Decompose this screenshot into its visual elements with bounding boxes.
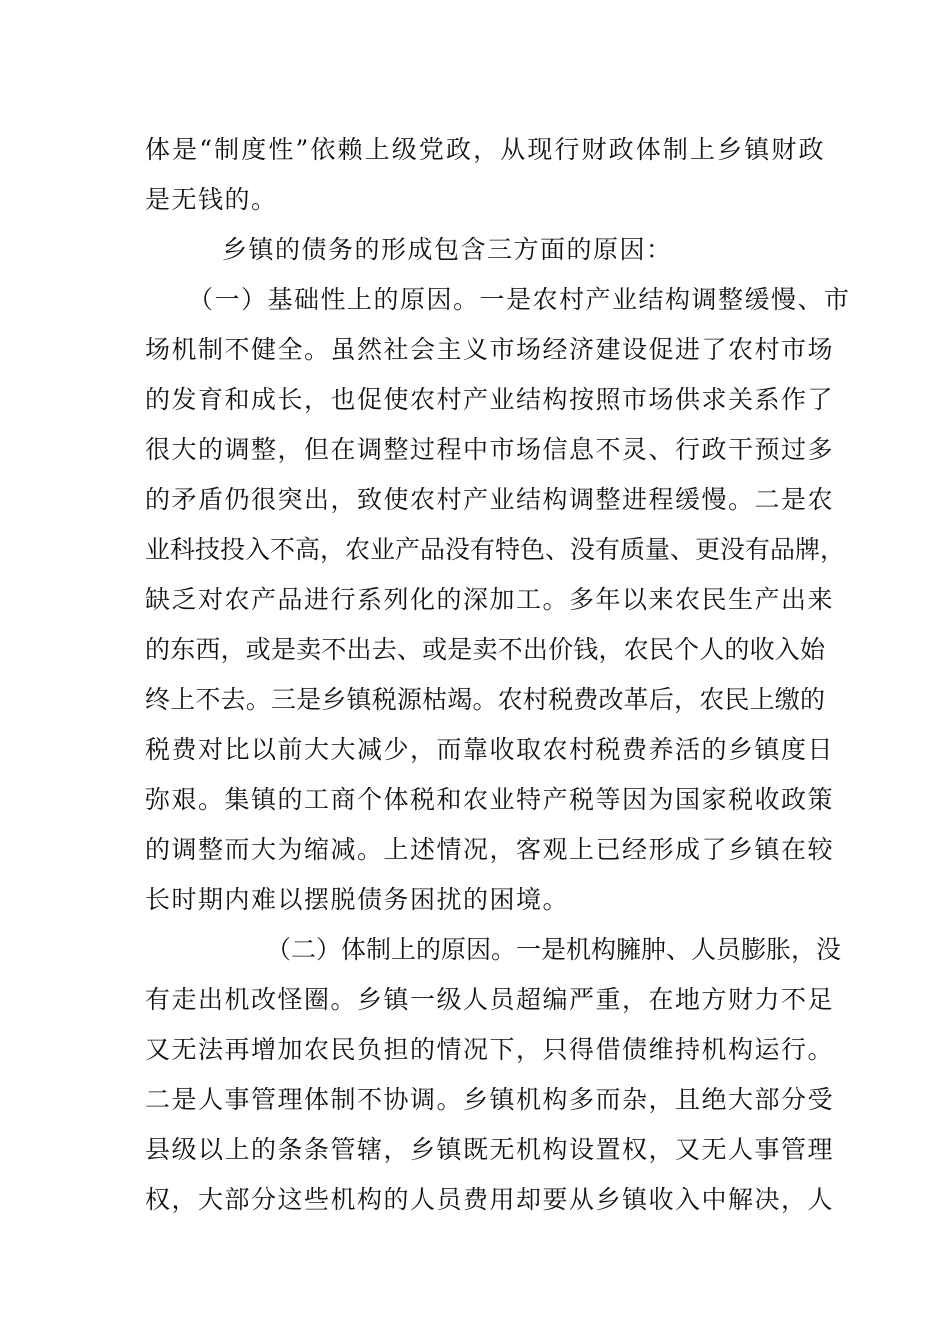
text-line: 长时期内难以摆脱债务困扰的困境。 [145,885,570,914]
text-line: 终上不去。三是乡镇税源枯竭。农村税费改革后，农民上缴的 [145,685,825,714]
text-line: 场机制不健全。虽然社会主义市场经济建设促进了农村市场 [145,335,835,364]
text-line: 的发育和成长，也促使农村产业结构按照市场供求关系作了 [145,385,835,414]
text-line: 是无钱的。 [145,185,278,214]
text-line: 有走出机改怪圈。乡镇一级人员超编严重，在地方财力不足 [145,985,835,1014]
text-line: 又无法再增加农民负担的情况下，只得借债维持机构运行。 [145,1035,835,1064]
text-line: 的矛盾仍很突出，致使农村产业结构调整进程缓慢。二是农 [145,485,835,514]
text-line: 弥艰。集镇的工商个体税和农业特产税等因为国家税收政策 [145,785,835,814]
text-line: 缺乏对农产品进行系列化的深加工。多年以来农民生产出来 [145,585,835,614]
paragraph-line: 乡镇的债务的形成包含三方面的原因： [222,235,673,264]
section-heading-line: （一）基础性上的原因。一是农村产业结构调整缓慢、市 [188,285,851,314]
text-line: 县级以上的条条管辖，乡镇既无机构设置权，又无人事管理 [145,1135,835,1164]
text-line: 的东西，或是卖不出去、或是卖不出价钱，农民个人的收入始 [145,635,825,664]
text-line: 的调整而大为缩减。上述情况，客观上已经形成了乡镇在较 [145,835,835,864]
text-line: 二是人事管理体制不协调。乡镇机构多而杂，且绝大部分受 [145,1085,835,1114]
text-line: 权，大部分这些机构的人员费用却要从乡镇收入中解决，人 [145,1185,835,1214]
text-line: 很大的调整，但在调整过程中市场信息不灵、行政干预过多 [145,435,835,464]
text-line: 税费对比以前大大减少，而靠收取农村税费养活的乡镇度日 [145,735,835,764]
section-heading-line: （二）体制上的原因。一是机构臃肿、人员膨胀，没 [266,935,842,964]
text-line: 体是“制度性”依赖上级党政，从现行财政体制上乡镇财政 [145,135,825,164]
text-line: 业科技投入不高，农业产品没有特色、没有质量、更没有品牌， [145,535,846,564]
